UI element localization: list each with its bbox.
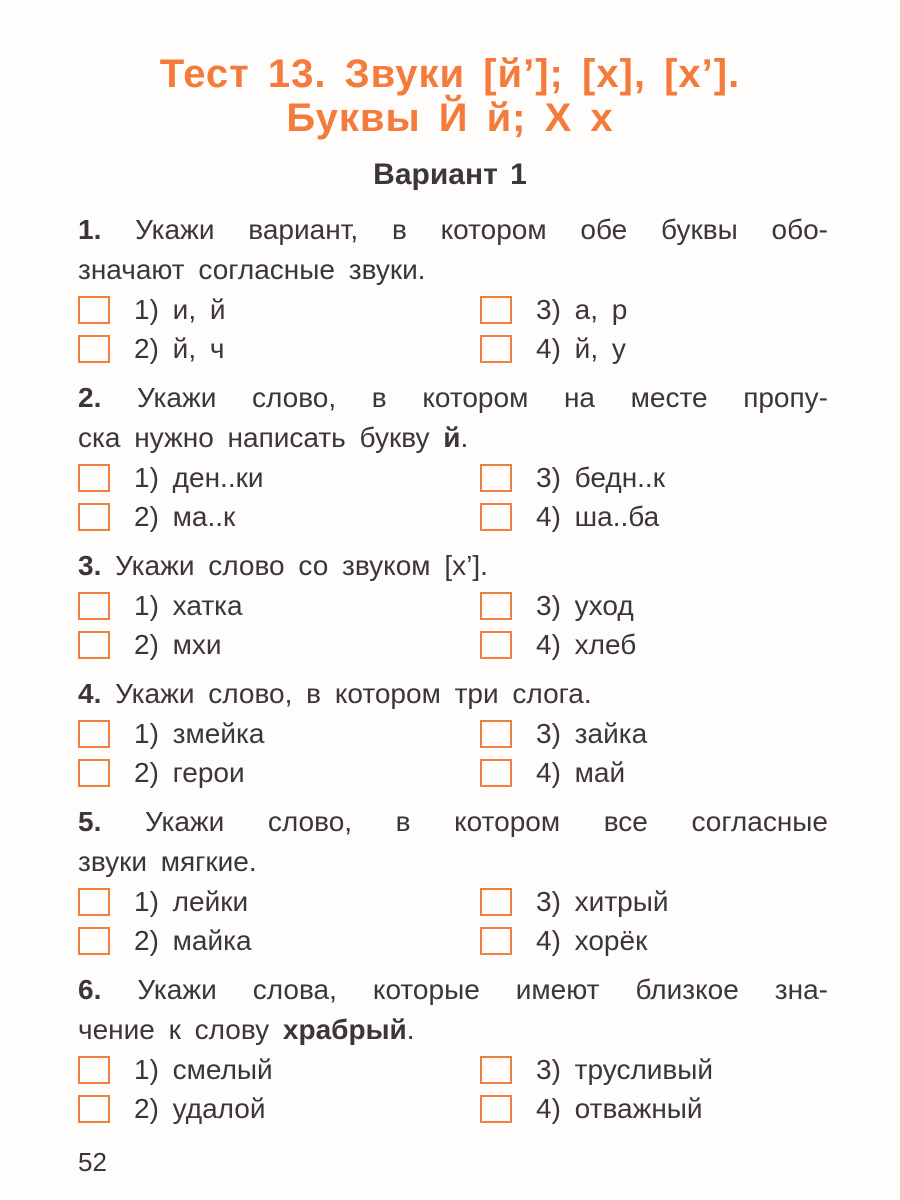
answer-option[interactable] [480, 1050, 828, 1089]
answer-checkbox[interactable] [78, 759, 110, 787]
question-text-line [78, 674, 828, 714]
question-text: чение к слову [78, 1014, 283, 1045]
answer-label: 4) хорёк [536, 924, 648, 956]
answer-label: 2) мхи [134, 628, 222, 660]
answer-checkbox[interactable] [78, 1056, 110, 1084]
question-number: 5. [78, 806, 102, 837]
title-line-1: Тест 13. Звуки [й’]; [х], [х’]. [159, 52, 741, 96]
answer-checkbox[interactable] [78, 296, 110, 324]
question-text: ска нужно написать букву [78, 422, 444, 453]
answer-option[interactable] [480, 1089, 828, 1128]
answer-options [78, 290, 828, 368]
answer-option[interactable] [480, 625, 828, 664]
answer-label: 4) ша..ба [536, 500, 660, 532]
question-text-line [78, 546, 828, 586]
question-text: значают согласные звуки. [78, 254, 426, 285]
answer-label: 2) майка [134, 924, 252, 956]
bold-keyword: храбрый [282, 1014, 407, 1045]
answer-option[interactable] [480, 290, 828, 329]
answer-option[interactable] [78, 458, 480, 497]
question-text: . [406, 1014, 415, 1045]
answer-option[interactable] [480, 329, 828, 368]
answer-option[interactable] [480, 882, 828, 921]
answer-label: 1) и, й [134, 293, 226, 325]
answer-option[interactable] [78, 625, 480, 664]
question-5 [78, 802, 828, 960]
test-title [0, 52, 900, 140]
answer-label: 1) лейки [134, 885, 249, 917]
answer-option[interactable] [78, 753, 480, 792]
answer-label: 1) смелый [134, 1053, 273, 1085]
question-text-line [78, 250, 828, 290]
answer-checkbox[interactable] [78, 631, 110, 659]
bold-keyword: й [443, 422, 461, 453]
question-number: 6. [78, 974, 102, 1005]
answer-option[interactable] [78, 329, 480, 368]
variant-heading: Вариант 1 [373, 158, 527, 191]
answer-label: 3) уход [536, 589, 634, 621]
answer-options [78, 586, 828, 664]
answer-label: 2) ма..к [134, 500, 236, 532]
question-text: Укажи вариант, в котором обе буквы обо- [135, 214, 829, 245]
answer-checkbox[interactable] [78, 1095, 110, 1123]
answer-checkbox[interactable] [480, 592, 512, 620]
answer-checkbox[interactable] [78, 888, 110, 916]
question-text: Укажи слово со звуком [х’]. [115, 550, 488, 581]
question-text: Укажи слово, в котором все согласные [144, 806, 829, 837]
answer-checkbox[interactable] [480, 720, 512, 748]
answer-option[interactable] [480, 921, 828, 960]
questions-list [78, 210, 828, 1138]
answer-label: 4) май [536, 756, 626, 788]
question-text: Укажи слова, которые имеют близкое зна- [137, 974, 829, 1005]
answer-options [78, 882, 828, 960]
answer-label: 2) й, ч [134, 332, 225, 364]
question-text-line [78, 210, 828, 250]
question-text-line [78, 1010, 828, 1050]
answer-label: 1) змейка [134, 717, 265, 749]
question-text: Укажи слово, в котором на месте пропу- [137, 382, 828, 413]
answer-checkbox[interactable] [480, 927, 512, 955]
answer-option[interactable] [78, 1089, 480, 1128]
answer-label: 2) удалой [134, 1092, 266, 1124]
question-number: 4. [78, 678, 102, 709]
question-text-line [78, 842, 828, 882]
answer-option[interactable] [480, 753, 828, 792]
answer-option[interactable] [480, 458, 828, 497]
answer-option[interactable] [78, 290, 480, 329]
question-number: 2. [78, 382, 102, 413]
question-text: . [460, 422, 469, 453]
answer-checkbox[interactable] [78, 592, 110, 620]
answer-label: 4) хлеб [536, 628, 637, 660]
question-text-line [78, 802, 828, 842]
answer-checkbox[interactable] [480, 464, 512, 492]
answer-checkbox[interactable] [480, 503, 512, 531]
question-number: 3. [78, 550, 102, 581]
question-text-line [78, 378, 828, 418]
answer-checkbox[interactable] [78, 927, 110, 955]
answer-checkbox[interactable] [480, 1095, 512, 1123]
answer-label: 3) трусливый [536, 1053, 714, 1085]
answer-checkbox[interactable] [480, 335, 512, 363]
answer-option[interactable] [480, 497, 828, 536]
question-3 [78, 546, 828, 664]
answer-option[interactable] [78, 586, 480, 625]
answer-options [78, 458, 828, 536]
answer-label: 3) а, р [536, 293, 628, 325]
answer-option[interactable] [480, 714, 828, 753]
question-4 [78, 674, 828, 792]
question-text: звуки мягкие. [78, 846, 257, 877]
answer-checkbox[interactable] [480, 631, 512, 659]
question-6 [78, 970, 828, 1128]
answer-checkbox[interactable] [480, 759, 512, 787]
answer-option[interactable] [78, 882, 480, 921]
question-2 [78, 378, 828, 536]
question-number: 1. [78, 214, 102, 245]
answer-checkbox[interactable] [480, 296, 512, 324]
title-line-2: Буквы Й й; Х х [286, 96, 614, 140]
answer-option[interactable] [78, 921, 480, 960]
answer-checkbox[interactable] [78, 503, 110, 531]
answer-options [78, 1050, 828, 1128]
answer-option[interactable] [78, 1050, 480, 1089]
answer-label: 4) отважный [536, 1092, 703, 1124]
answer-checkbox[interactable] [78, 464, 110, 492]
answer-checkbox[interactable] [480, 888, 512, 916]
answer-checkbox[interactable] [78, 720, 110, 748]
answer-label: 4) й, у [536, 332, 626, 364]
answer-option[interactable] [480, 586, 828, 625]
answer-options [78, 714, 828, 792]
answer-checkbox[interactable] [78, 335, 110, 363]
answer-label: 1) хатка [134, 589, 243, 621]
question-text-line [78, 418, 828, 458]
answer-option[interactable] [78, 497, 480, 536]
answer-option[interactable] [78, 714, 480, 753]
answer-label: 2) герои [134, 756, 245, 788]
question-text: Укажи слово, в котором три слога. [115, 678, 592, 709]
answer-label: 3) хитрый [536, 885, 669, 917]
answer-checkbox[interactable] [480, 1056, 512, 1084]
page-number: 52 [78, 1147, 107, 1177]
answer-label: 3) зайка [536, 717, 648, 749]
question-text-line [78, 970, 828, 1010]
question-1 [78, 210, 828, 368]
answer-label: 3) бедн..к [536, 461, 665, 493]
answer-label: 1) ден..ки [134, 461, 264, 493]
